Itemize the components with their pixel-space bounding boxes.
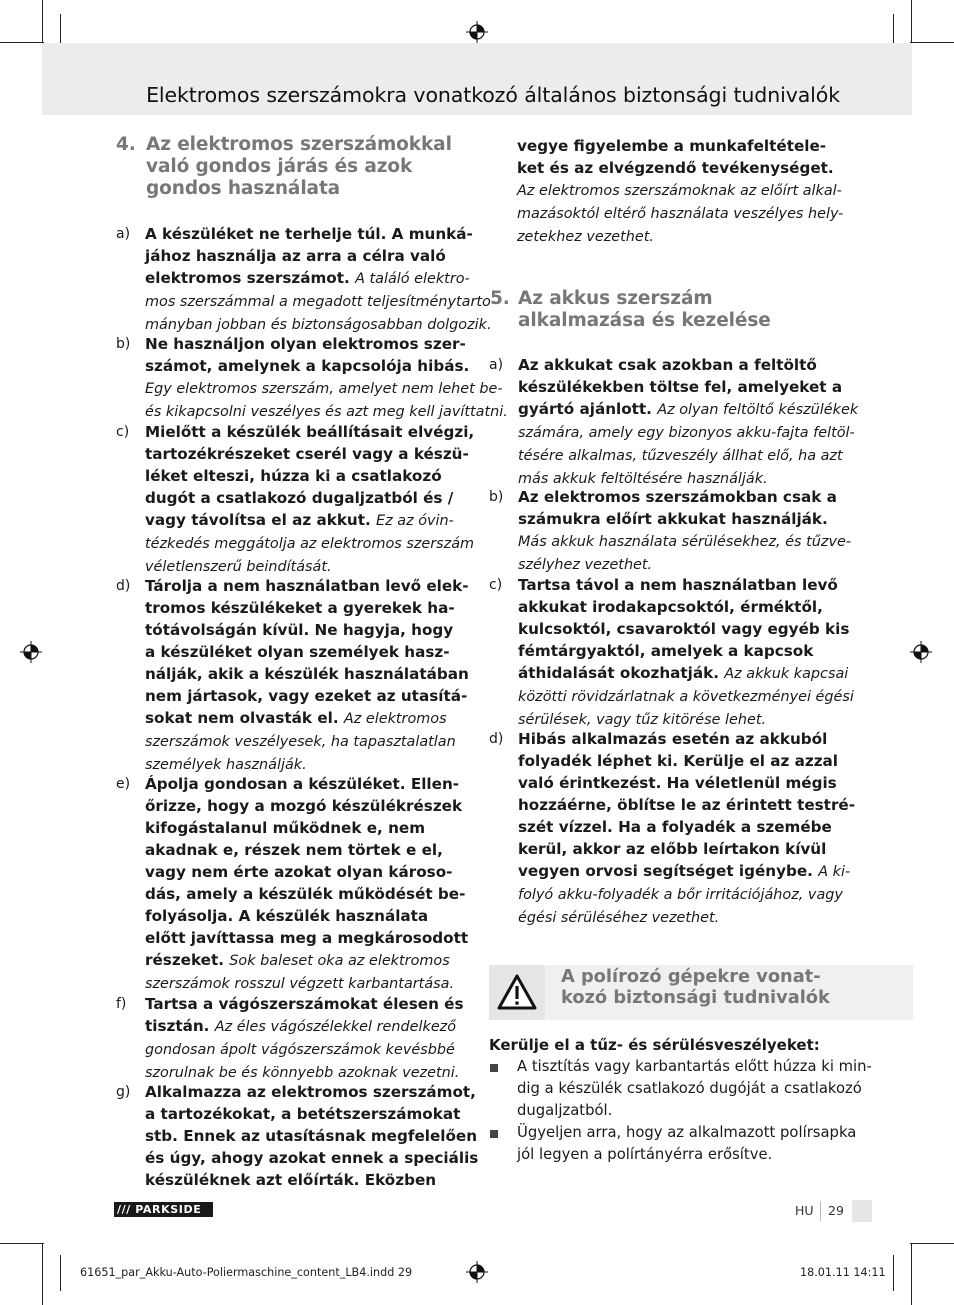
explanation-text: Az elektromos szerszámoknak az előírt alkal- (517, 183, 842, 199)
text-line (145, 1081, 476, 1103)
explanation-text: mányban jobban és biztonságosabban dolgozik. (145, 317, 492, 333)
text-line (145, 861, 467, 883)
list-item (489, 354, 859, 487)
text-line (518, 794, 856, 816)
text-line (145, 883, 467, 905)
text-line (145, 532, 475, 555)
explanation-text: személyek használják. (145, 757, 307, 773)
list-item-text (518, 354, 859, 490)
section-5-title (518, 288, 771, 332)
crop-mark (911, 0, 912, 44)
bullet-text (517, 1056, 872, 1122)
text-line (145, 619, 467, 641)
explanation-text: gondosan ápolt vágószerszámok kevésbbé (145, 1042, 455, 1058)
language-code: HU (795, 1203, 814, 1218)
instruction-text: tisztán. (145, 1017, 215, 1035)
explanation-text: tésére alkalmas, tűzveszély állhat elő, ha azt (518, 448, 843, 464)
bullet-line: jól legyen a polírtányérra erősítve. (517, 1146, 773, 1163)
text-line (518, 618, 850, 640)
explanation-text: mos szerszámmal a megadott teljesítménytarto- (145, 294, 497, 310)
crop-mark (42, 1243, 43, 1305)
registration-mark-icon (910, 641, 932, 663)
instruction-text: Ápolja gondosan a készüléket. Ellen- (145, 775, 460, 793)
text-line (145, 487, 467, 509)
list-item (489, 486, 852, 574)
instruction-text: dugót a csatlakozó dugaljzatból és / (145, 489, 454, 507)
list-item (116, 575, 469, 773)
instruction-text: A készüléket ne terhelje túl. A munká- (145, 225, 473, 243)
instruction-text: elektromos szerszámot. (145, 269, 356, 287)
instruction-text: Ne használjon olyan elektromos szer- (145, 335, 466, 353)
section-5-title-line: Az akkus szerszám (518, 288, 713, 309)
instruction-text: fémtárgyaktól, amelyek a kapcsok (518, 642, 814, 660)
list-item-text (518, 574, 854, 731)
list-item (116, 421, 475, 575)
instruction-text: Tartsa a vágószerszámokat élesen és (145, 995, 464, 1013)
text-line (518, 883, 843, 906)
section-5-title-line: alkalmazása és kezelése (518, 310, 771, 331)
text-line (145, 1147, 479, 1169)
list-item-text (145, 333, 508, 423)
text-line (145, 333, 467, 355)
text-line (145, 685, 467, 707)
instruction-text: hozzáérne, öblítse le az érintett testré- (518, 796, 856, 814)
text-line (145, 1169, 467, 1191)
warning-heading-line: A polírozó gépekre vonat- (561, 966, 821, 987)
text-line (518, 530, 852, 553)
instruction-text: előtt javíttassa meg a megkárosodott (145, 929, 469, 947)
logo-text: /// PARKSIDE (117, 1203, 202, 1216)
bullet-text (517, 1122, 856, 1166)
explanation-text: tézkedés meggátolja az elektromos szerszám (145, 536, 475, 552)
explanation-text: Ez az óvin- (376, 513, 454, 529)
text-line (518, 553, 840, 576)
instruction-text: Tárolja a nem használatban levő elek- (145, 577, 469, 595)
list-item-text (145, 993, 467, 1084)
instruction-text: sokat nem olvasták el. (145, 709, 344, 727)
bullet-square-icon (490, 1130, 498, 1138)
explanation-text: más akkuk feltöltésére használják. (518, 471, 768, 487)
instruction-text: Mielőtt a készülék beállításait elvégzi, (145, 423, 475, 441)
crop-mark (910, 42, 954, 43)
crop-mark (0, 1243, 44, 1244)
explanation-text: Az olyan feltöltő készülékek (657, 402, 859, 418)
instruction-text: tartozékrészeket cserél vagy a készü- (145, 445, 469, 463)
text-line (145, 795, 467, 817)
warning-subheading: Kerülje el a tűz- és sérülésveszélyeket: (489, 1036, 820, 1054)
text-line (145, 1015, 467, 1038)
list-item (116, 993, 464, 1081)
text-line (145, 730, 467, 753)
explanation-text: szorulnak be és könnyebb azoknak vezetni. (145, 1065, 460, 1081)
text-line (518, 596, 840, 618)
text-line (518, 838, 840, 860)
explanation-text: Sok baleset oka az elektromos (229, 953, 450, 969)
print-slug-date: 18.01.11 14:11 (800, 1266, 886, 1279)
warning-heading-line: kozó biztonsági tudnivalók (561, 987, 830, 1008)
text-line (518, 685, 854, 708)
section-5-heading (490, 288, 870, 336)
warning-triangle-icon (489, 965, 545, 1020)
text-line (145, 905, 467, 927)
bullet-line: dugaljzatból. (517, 1102, 613, 1119)
instruction-text: készülékekben töltse fel, amelyeket a (518, 378, 843, 396)
list-item-letter: a) (116, 226, 131, 242)
instruction-text: szét vízzel. Ha a folyadék a szemébe (518, 818, 832, 836)
footer-divider (820, 1201, 821, 1221)
text-line (145, 443, 467, 465)
text-line (145, 509, 467, 532)
list-item (116, 333, 508, 421)
explanation-text: Más akkuk használata sérülésekhez, és tűzve- (518, 534, 852, 550)
text-line (145, 400, 508, 423)
text-line (145, 949, 467, 972)
text-line (518, 421, 855, 444)
list-item-letter: b) (116, 336, 131, 352)
crop-mark (60, 1255, 61, 1291)
instruction-text: kerül, akkor az előbb leírtakon kívül (518, 840, 827, 858)
list-item (489, 574, 854, 728)
warning-icon-box (489, 965, 545, 1020)
registration-mark-icon (466, 1261, 488, 1283)
explanation-text: szélyhez vezethet. (518, 557, 653, 573)
explanation-text: Az éles vágószélekkel rendelkező (214, 1019, 457, 1035)
text-line (145, 421, 475, 443)
section-4-title (146, 134, 452, 200)
explanation-text: számára, amely egy bizonyos akku-fajta feltöl- (518, 425, 855, 441)
instruction-text: áthidalását okozhatják. (518, 664, 725, 682)
text-line (517, 135, 847, 157)
bullet-square-icon (490, 1064, 498, 1072)
text-line (145, 267, 470, 290)
instruction-text: való érintkezést. Ha véletlenül mégis (518, 774, 837, 792)
instruction-text: tromos készülékeket a gyerekek ha- (145, 599, 455, 617)
instruction-text: kulcsoktól, csavaroktól vagy egyéb kis (518, 620, 850, 638)
page-number: 29 (828, 1203, 844, 1218)
section-4-title-line: Az elektromos szerszámokkal (146, 134, 452, 155)
text-line (145, 1038, 467, 1061)
instruction-text: és úgy, ahogy azokat ennek a speciális (145, 1149, 479, 1167)
text-line (145, 972, 467, 995)
text-line (517, 225, 847, 248)
instruction-text: dás, amely a készülék működését be- (145, 885, 466, 903)
crop-mark (42, 0, 43, 44)
list-item-letter: c) (116, 424, 130, 440)
continuation-text (517, 135, 847, 248)
instruction-text: Hibás alkalmazás esetén az akkuból (518, 730, 828, 748)
explanation-text: szerszámok veszélyesek, ha tapasztalatlan (145, 734, 456, 750)
section-5-number: 5. (490, 288, 510, 309)
text-line (518, 398, 859, 421)
explanation-text: sérülések, vagy tűz kitörése lehet. (518, 712, 767, 728)
section-4-title-line: való gondos járás és azok (146, 156, 413, 177)
list-item-letter: a) (489, 357, 504, 373)
text-line (518, 444, 843, 467)
header-band (42, 43, 912, 115)
explanation-text: égési sérüléséhez vezethet. (518, 910, 720, 926)
instruction-text: részeket. (145, 951, 230, 969)
explanation-text: szerszámok rosszul végzett karbantartása. (145, 976, 455, 992)
text-line (145, 290, 497, 313)
text-line (145, 1125, 478, 1147)
explanation-text: közötti rövidzárlatnak a következményei égési (518, 689, 854, 705)
text-line (518, 728, 840, 750)
instruction-text: Az akkukat csak azokban a feltöltő (518, 356, 817, 374)
list-item (116, 1081, 479, 1191)
text-line (518, 816, 840, 838)
list-item-text (518, 728, 856, 929)
list-item-text (145, 575, 467, 776)
explanation-text: Az akkuk kapcsai (724, 666, 849, 682)
list-item-letter: g) (116, 1084, 131, 1100)
explanation-text: A ki- (818, 864, 851, 880)
text-line (145, 245, 467, 267)
explanation-text: zetekhez vezethet. (517, 229, 654, 245)
text-line (145, 377, 503, 400)
text-line (518, 486, 840, 508)
list-item-letter: d) (116, 578, 131, 594)
explanation-text: véletlenszerű beindítását. (145, 559, 332, 575)
instruction-text: vagy nem érte azokat olyan károso- (145, 863, 453, 881)
list-item (116, 223, 497, 333)
list-item-text (145, 223, 497, 336)
instruction-text: folyadék léphet ki. Kerülje el az azzal (518, 752, 839, 770)
list-item-text (145, 421, 475, 578)
text-line (145, 223, 473, 245)
list-item-letter: e) (116, 776, 131, 792)
explanation-text: mazásoktól eltérő használata veszélyes hely- (517, 206, 844, 222)
list-item-text (145, 1081, 479, 1191)
text-line (517, 179, 847, 202)
instruction-text: ket és az elvégzendő tevékenységet. (517, 159, 834, 177)
instruction-text: akkukat irodakapcsoktól, érméktől, (518, 598, 823, 616)
section-4-heading (116, 134, 476, 204)
instruction-text: vegyen orvosi segítséget igénybe. (518, 862, 819, 880)
list-item (116, 773, 469, 993)
instruction-text: a tartozékokat, a betétszerszámokat (145, 1105, 461, 1123)
list-item-letter: c) (489, 577, 503, 593)
text-line (517, 202, 847, 225)
crop-mark (911, 1243, 912, 1305)
instruction-text: Alkalmazza az elektromos szerszámot, (145, 1083, 476, 1101)
instruction-text: kifogástalanul működnek e, nem (145, 819, 426, 837)
instruction-text: számukra előírt akkukat használják. (518, 510, 828, 528)
explanation-text: Az elektromos (343, 711, 447, 727)
instruction-text: őrizze, hogy a mozgó készülékrészek (145, 797, 463, 815)
text-line (518, 376, 843, 398)
text-line (145, 707, 467, 730)
text-line (145, 993, 467, 1015)
list-item-letter: b) (489, 489, 504, 505)
instruction-text: vagy távolítsa el az akkut. (145, 511, 377, 529)
list-item-text (518, 486, 852, 576)
instruction-text: tótávolságán kívül. Ne hagyja, hogy (145, 621, 454, 639)
bullet-line: Ügyeljen arra, hogy az alkalmazott polírsapka (517, 1124, 857, 1141)
instruction-text: nálják, akik a készülék használatában (145, 665, 469, 683)
list-item (489, 728, 856, 926)
text-line (145, 465, 467, 487)
list-item-letter: d) (489, 731, 504, 747)
text-line (518, 860, 851, 883)
parkside-logo (114, 1202, 213, 1217)
instruction-text: számot, amelynek a kapcsolója hibás. (145, 357, 470, 375)
instruction-text: stb. Ennek az utasításnak megfelelően (145, 1127, 478, 1145)
instruction-text: jához használja az arra a célra való (145, 247, 446, 265)
section-4-number: 4. (116, 134, 136, 155)
text-line (518, 772, 840, 794)
explanation-text: és kikapcsolni veszélyes és azt meg kell javíttatni. (145, 404, 508, 420)
explanation-text: folyó akku-folyadék a bőr irritációjához, vagy (518, 887, 843, 903)
page-title: Elektromos szerszámokra vonatkozó általános biztonsági tudnivalók (146, 83, 840, 107)
instruction-text: folyásolja. A készülék használata (145, 907, 429, 925)
instruction-text: vegye figyelembe a munkafeltétele- (517, 137, 827, 155)
explanation-text: Egy elektromos szerszám, amelyet nem lehet be- (145, 381, 503, 397)
bullet-line: dig a készülék csatlakozó dugóját a csatlakozó (517, 1080, 862, 1097)
list-item-text (145, 773, 467, 995)
text-line (518, 508, 840, 530)
crop-mark (910, 1243, 954, 1244)
list-item-letter: f) (116, 996, 127, 1012)
text-line (518, 640, 840, 662)
text-line (145, 927, 467, 949)
instruction-text: gyártó ajánlott. (518, 400, 658, 418)
text-line (518, 574, 840, 596)
text-line (518, 906, 840, 929)
text-line (145, 597, 467, 619)
text-line (518, 662, 849, 685)
instruction-text: Tartsa távol a nem használatban levő (518, 576, 838, 594)
explanation-text: A találó elektro- (355, 271, 470, 287)
bullet-line: A tisztítás vagy karbantartás előtt húzza ki min- (517, 1058, 872, 1075)
instruction-text: léket elteszi, húzza ki a csatlakozó (145, 467, 442, 485)
text-line (145, 839, 467, 861)
text-line (517, 157, 847, 179)
warning-heading (561, 966, 830, 1008)
print-slug-file: 61651_par_Akku-Auto-Poliermaschine_content_LB4.indd 29 (80, 1266, 413, 1279)
registration-mark-icon (466, 21, 488, 43)
text-line (145, 355, 470, 377)
instruction-text: nem jártasok, vagy ezeket az utasítá- (145, 687, 468, 705)
text-line (145, 641, 467, 663)
instruction-text: akadnak e, részek nem törtek e el, (145, 841, 443, 859)
text-line (145, 1103, 467, 1125)
page-tab-marker (852, 1200, 872, 1222)
instruction-text: Az elektromos szerszámokban csak a (518, 488, 837, 506)
text-line (145, 575, 467, 597)
text-line (145, 817, 467, 839)
text-line (518, 354, 840, 376)
instruction-text: készüléknek azt előírták. Eközben (145, 1171, 437, 1189)
section-4-title-line: gondos használata (146, 178, 341, 199)
instruction-text: a készüléket olyan személyek hasz- (145, 643, 450, 661)
crop-mark (0, 42, 44, 43)
text-line (145, 773, 467, 795)
registration-mark-icon (20, 641, 42, 663)
text-line (145, 663, 467, 685)
text-line (518, 750, 840, 772)
crop-mark (893, 1255, 894, 1291)
